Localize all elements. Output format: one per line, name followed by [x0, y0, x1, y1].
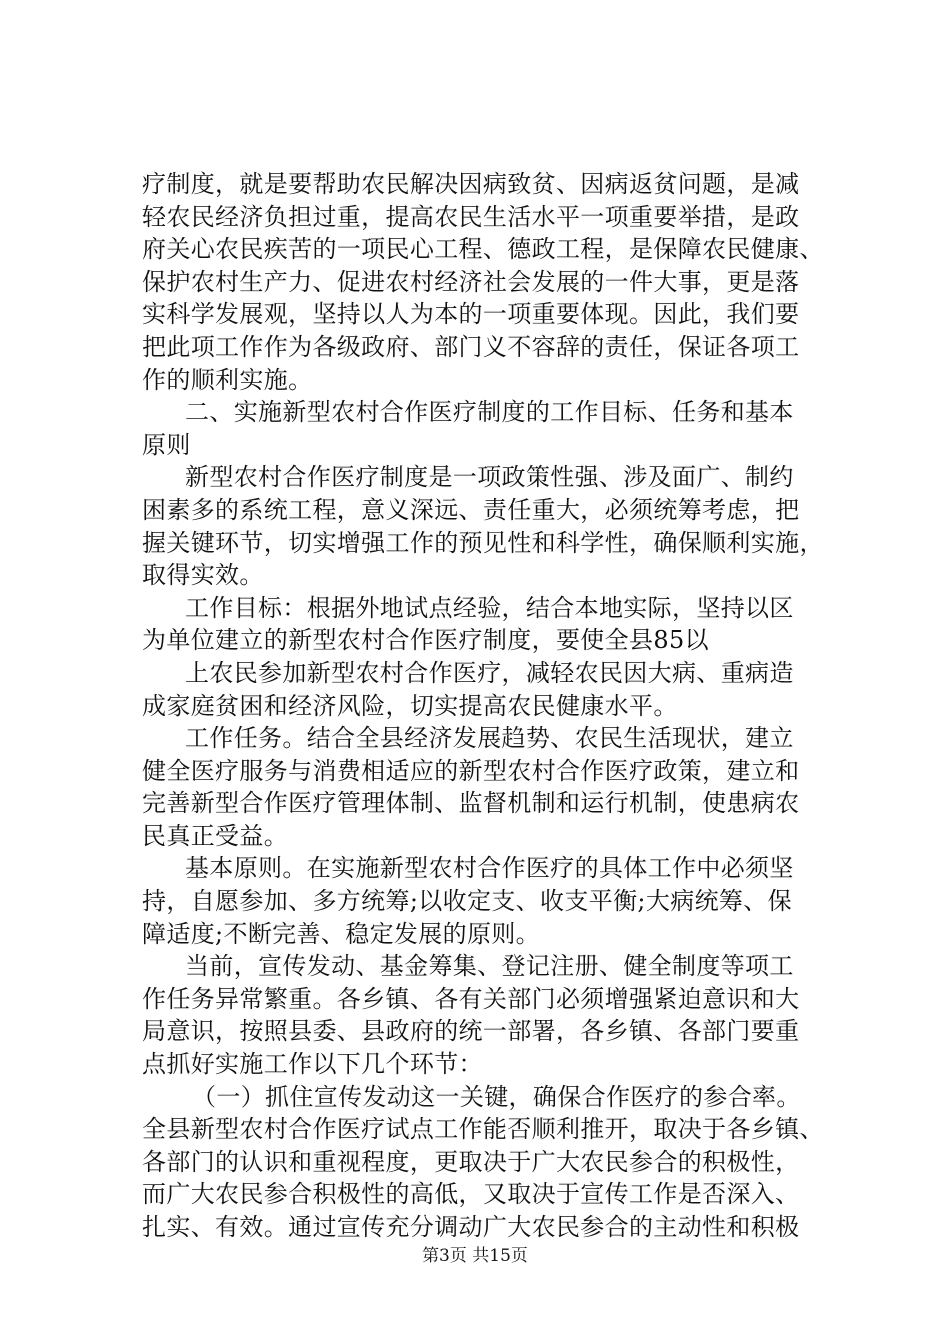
- text-line: 轻农民经济负担过重，提高农民生活水平一项重要举措，是政: [142, 202, 800, 231]
- text-line: 工作目标：根据外地试点经验，结合本地实际，坚持以区: [185, 593, 794, 622]
- text-line: 而广大农民参合积极性的高低，又取决于宣传工作是否深入、: [142, 1180, 800, 1209]
- text-line: 持，自愿参加、多方统筹;以收定支、收支平衡;大病统筹、保: [142, 887, 792, 916]
- text-line: 完善新型合作医疗管理体制、监督机制和运行机制，使患病农: [142, 789, 800, 818]
- text-line: 成家庭贫困和经济风险，切实提高农民健康水平。: [142, 691, 678, 720]
- text-line: 局意识，按照县委、县政府的统一部署，各乡镇、各部门要重: [142, 1017, 800, 1046]
- text-line: 握关键环节，切实增强工作的预见性和科学性，确保顺利实施，: [142, 528, 824, 557]
- text-line: 扎实、有效。通过宣传充分调动广大农民参合的主动性和积极: [142, 1213, 800, 1241]
- text-line: 民真正受益。: [142, 821, 289, 850]
- text-line: 新型农村合作医疗制度是一项政策性强、涉及面广、制约: [185, 463, 794, 492]
- text-line: 原则: [142, 430, 191, 459]
- text-line: 作任务异常繁重。各乡镇、各有关部门必须增强紧迫意识和大: [142, 984, 800, 1013]
- text-line: 二、实施新型农村合作医疗制度的工作目标、任务和基本: [185, 398, 794, 427]
- text-line: 把此项工作作为各级政府、部门义不容辞的责任，保证各项工: [142, 332, 800, 361]
- text-line: 全县新型农村合作医疗试点工作能否顺利推开，取决于各乡镇、: [142, 1115, 824, 1144]
- text-line: 工作任务。结合全县经济发展趋势、农民生活现状，建立: [185, 724, 794, 753]
- text-line: 为单位建立的新型农村合作医疗制度，要使全县85以: [142, 626, 709, 655]
- text-line: 作的顺利实施。: [142, 365, 313, 394]
- text-line: 困素多的系统工程，意义深远、责任重大，必须统筹考虑，把: [142, 495, 800, 524]
- text-line: 保护农村生产力、促进农村经济社会发展的一件大事，更是落: [142, 267, 800, 296]
- text-line: 点抓好实施工作以下几个环节：: [142, 1050, 483, 1079]
- text-line: 健全医疗服务与消费相适应的新型农村合作医疗政策，建立和: [142, 756, 800, 785]
- text-line: 上农民参加新型农村合作医疗，减轻农民因大病、重病造: [185, 658, 794, 687]
- text-line: 取得实效。: [142, 561, 264, 590]
- text-line: 各部门的认识和重视程度，更取决于广大农民参合的积极性，: [142, 1147, 800, 1176]
- document-body: [142, 168, 832, 1244]
- page-number-footer: 第3页 共15页: [422, 1246, 528, 1266]
- text-line: 府关心农民疾苦的一项民心工程、德政工程，是保障农民健康、: [142, 235, 824, 264]
- text-line: 当前，宣传发动、基金筹集、登记注册、健全制度等项工: [185, 952, 794, 981]
- text-line: 疗制度，就是要帮助农民解决因病致贫、因病返贫问题，是减: [142, 170, 800, 198]
- text-line: 实科学发展观，坚持以人为本的一项重要体现。因此，我们要: [142, 300, 800, 329]
- text-line: 基本原则。在实施新型农村合作医疗的具体工作中必须坚: [185, 854, 794, 883]
- text-line: 障适度;不断完善、稳定发展的原则。: [142, 919, 541, 948]
- text-line: （一）抓住宣传发动这一关键，确保合作医疗的参合率。: [192, 1082, 801, 1111]
